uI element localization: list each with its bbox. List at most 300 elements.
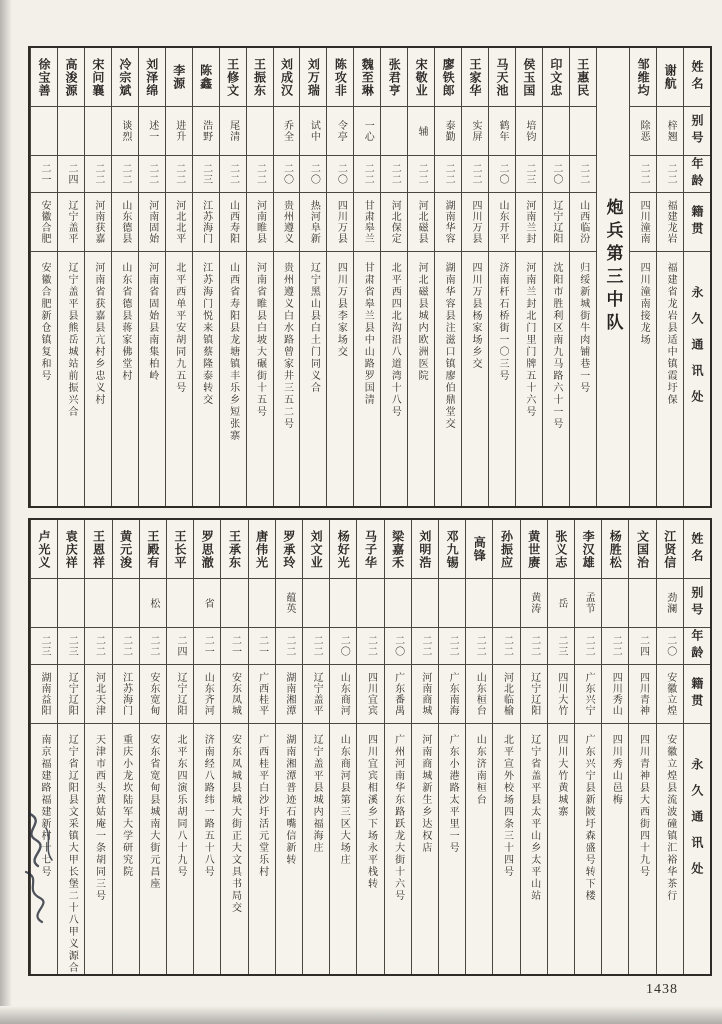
alias-cell	[31, 579, 57, 628]
person-column	[601, 520, 628, 974]
native-cell: 四川宜宾	[357, 665, 383, 724]
address-cell: 辽宁盖平县城内福海庄	[311, 734, 323, 854]
address-cell: 北平宣外校场四条三十四号	[501, 734, 513, 878]
age-cell: 二四	[58, 156, 84, 193]
alias-cell	[85, 579, 111, 628]
name-cell: 卢光义	[31, 520, 57, 579]
address-cell: 天津市西头黄姑庵一条胡同三号	[93, 734, 105, 902]
name-cell: 刘成汉	[274, 48, 300, 107]
address-cell: 湖南湘潭普迹石嘴信新转	[283, 734, 295, 866]
age-cell: 二〇	[489, 156, 515, 193]
native-cell: 安徽立煌	[657, 665, 683, 724]
age-cell: 二二	[140, 628, 166, 665]
alias-cell	[249, 579, 275, 628]
alias-cell	[439, 579, 465, 628]
person-column	[299, 48, 326, 506]
name-cell: 邹维均	[630, 48, 656, 107]
address-cell: 辽宁黑山县白土门同义合	[308, 262, 320, 394]
native-cell: 山西临汾	[570, 193, 596, 252]
address-cell: 广州河南华东路跃龙大街十六号	[392, 734, 404, 902]
header-label: 永久通讯处	[689, 758, 704, 888]
address-cell: 山西省寿阳县龙塘镇丰乐乡短张寨	[227, 262, 239, 442]
native-cell: 广东番禺	[385, 665, 411, 724]
alias-cell	[412, 579, 438, 628]
address-cell: 四川潼南接龙场	[638, 262, 650, 346]
person-column	[219, 48, 246, 506]
age-cell: 二二	[575, 628, 601, 665]
address-cell: 河南商城新生乡达权店	[419, 734, 431, 854]
address-cell: 安徽立煌县流波䃥镇汇裕华茶行	[664, 734, 676, 902]
name-cell: 王惠民	[570, 48, 596, 107]
native-cell: 辽宁辽阳	[543, 193, 569, 252]
age-cell: 二二	[381, 156, 407, 193]
name-cell: 唐伟光	[249, 520, 275, 579]
native-cell: 热河阜新	[300, 193, 326, 252]
address-cell: 河南省获嘉县亢村乡忠义村	[92, 262, 104, 406]
person-column	[273, 48, 300, 506]
name-cell: 马天池	[489, 48, 515, 107]
person-column	[302, 520, 329, 974]
name-cell: 王承东	[221, 520, 247, 579]
address-cell: 贵州遵义白水路曾家井三五二号	[281, 262, 293, 430]
native-cell: 江苏海门	[193, 193, 219, 252]
name-cell: 张义志	[548, 520, 574, 579]
person-column	[547, 520, 574, 974]
page-number: 1438	[646, 982, 678, 997]
address-cell: 河南省睢县白坡大碾街十五号	[254, 262, 266, 418]
person-column	[84, 48, 111, 506]
name-cell: 江贤信	[657, 520, 683, 579]
native-cell: 辽宁盖平	[303, 665, 329, 724]
age-cell: 二二	[570, 156, 596, 193]
name-cell: 黄世赓	[521, 520, 547, 579]
person-column	[193, 520, 220, 974]
name-cell: 杨好光	[330, 520, 356, 579]
native-cell: 四川大竹	[548, 665, 574, 724]
person-column	[30, 48, 57, 506]
address-cell: 南京福建路福建新村十七号	[39, 734, 51, 878]
alias-cell: 令亭	[327, 107, 353, 156]
alias-cell: 省	[194, 579, 220, 628]
age-cell: 二一	[221, 628, 247, 665]
alias-cell: 谈烈	[112, 107, 138, 156]
age-cell: 二四	[629, 628, 655, 665]
alias-cell: 尾清	[220, 107, 246, 156]
native-cell: 河南睢县	[247, 193, 273, 252]
name-cell: 魏至琳	[354, 48, 380, 107]
native-cell: 河南兰封	[516, 193, 542, 252]
age-cell: 二二	[466, 628, 492, 665]
native-cell: 辽宁辽阳	[167, 665, 193, 724]
unit-title: 炮兵第三中队	[603, 198, 623, 336]
person-column	[84, 520, 111, 974]
scan-edge-left	[0, 0, 12, 1024]
native-cell: 安徽合肥	[31, 193, 57, 252]
name-cell: 黄元浚	[113, 520, 139, 579]
alias-cell: 试中	[300, 107, 326, 156]
person-column	[628, 520, 655, 974]
alias-cell	[330, 579, 356, 628]
person-column	[166, 520, 193, 974]
person-column	[329, 520, 356, 974]
header-label: 年龄	[684, 628, 710, 665]
header-label: 籍贯	[684, 193, 710, 252]
person-column	[465, 520, 492, 974]
person-column	[380, 48, 407, 506]
address-cell: 湖南华容县注滋口镇廖伯鼎堂交	[443, 262, 455, 430]
address-cell: 福建省龙岩县适中镇霞圩保	[665, 262, 677, 406]
address-cell: 安徽合肥新仓镇复和号	[39, 262, 51, 382]
name-cell: 王修文	[220, 48, 246, 107]
native-cell: 山东德县	[112, 193, 138, 252]
address-cell: 安东凤城县城大街正大文具书局交	[229, 734, 241, 914]
name-cell: 廖铁郎	[435, 48, 461, 107]
alias-cell	[167, 579, 193, 628]
person-column	[438, 520, 465, 974]
age-cell: 二一	[31, 156, 57, 193]
person-column	[220, 520, 247, 974]
header-label: 年龄	[684, 156, 710, 193]
age-cell: 二〇	[543, 156, 569, 193]
person-column	[656, 520, 683, 974]
name-cell: 谢航	[657, 48, 683, 107]
person-column	[542, 48, 569, 506]
alias-cell	[629, 579, 655, 628]
age-cell: 二〇	[657, 628, 683, 665]
alias-cell	[381, 107, 407, 156]
alias-cell	[58, 579, 84, 628]
person-column	[407, 48, 434, 506]
alias-cell: 乔全	[274, 107, 300, 156]
address-cell: 辽宁省辽阳县文采镇大甲长堡二十八甲义源合	[66, 734, 78, 974]
age-cell: 二二	[521, 628, 547, 665]
alias-cell: 进升	[166, 107, 192, 156]
address-cell: 辽宁盖平县熊岳城站前振兴合	[65, 262, 77, 418]
age-cell: 二二	[630, 156, 656, 193]
name-cell: 李源	[166, 48, 192, 107]
unit-title-column	[596, 48, 629, 506]
age-cell: 二三	[516, 156, 542, 193]
address-cell: 山东济南桓台	[474, 734, 486, 806]
native-cell: 甘肃皋兰	[354, 193, 380, 252]
person-column	[248, 520, 275, 974]
alias-cell: 梓翘	[657, 107, 683, 156]
native-cell: 辽宁辽阳	[521, 665, 547, 724]
alias-cell	[85, 107, 111, 156]
age-cell: 二一	[249, 628, 275, 665]
native-cell: 河南商城	[412, 665, 438, 724]
native-cell: 湖南湘潭	[276, 665, 302, 724]
alias-cell: 鹤年	[489, 107, 515, 156]
person-column	[629, 48, 656, 506]
age-cell: 二二	[139, 156, 165, 193]
age-cell: 二二	[85, 628, 111, 665]
native-cell: 山东齐河	[194, 665, 220, 724]
address-cell: 北平东四演乐胡同八十九号	[175, 734, 187, 878]
header-label: 别号	[684, 579, 710, 628]
address-cell: 北平西单平安胡同九五号	[173, 262, 185, 394]
address-cell: 四川宜宾相溪乡下场永平栈转	[365, 734, 377, 890]
native-cell: 四川万县	[327, 193, 353, 252]
header-label: 姓名	[684, 48, 710, 107]
native-cell: 广东南海	[439, 665, 465, 724]
person-column	[569, 48, 596, 506]
age-cell: 二二	[354, 156, 380, 193]
name-cell: 刘文业	[303, 520, 329, 579]
age-cell: 二〇	[330, 628, 356, 665]
name-cell: 王恩祥	[85, 520, 111, 579]
age-cell: 二〇	[274, 156, 300, 193]
native-cell: 河北天津	[85, 665, 111, 724]
name-cell: 陈鑫	[193, 48, 219, 107]
alias-cell: 岳	[548, 579, 574, 628]
age-cell: 二二	[220, 156, 246, 193]
name-cell: 侯玉国	[516, 48, 542, 107]
alias-cell: 蕴英	[276, 579, 302, 628]
age-cell: 二〇	[327, 156, 353, 193]
name-cell: 张君亨	[381, 48, 407, 107]
address-cell: 四川秀山邑梅	[610, 734, 622, 806]
person-column	[275, 520, 302, 974]
native-cell: 河南固始	[139, 193, 165, 252]
person-column	[139, 520, 166, 974]
address-cell: 江苏海门悦来镇蔡隆泰转交	[200, 262, 212, 406]
native-cell: 四川秀山	[602, 665, 628, 724]
roster-table-top	[28, 46, 712, 508]
person-column	[492, 520, 519, 974]
name-cell: 王家华	[462, 48, 488, 107]
native-cell: 河南获嘉	[85, 193, 111, 252]
age-cell: 二一	[194, 628, 220, 665]
name-cell: 罗承玲	[276, 520, 302, 579]
address-cell: 北平西四北沟沿八道湾十八号	[389, 262, 401, 418]
alias-cell: 实屏	[462, 107, 488, 156]
address-cell: 四川万县杨家场乡交	[470, 262, 482, 370]
native-cell: 湖南益阳	[31, 665, 57, 724]
native-cell: 河北磁县	[408, 193, 434, 252]
native-cell: 江苏海门	[113, 665, 139, 724]
alias-cell	[113, 579, 139, 628]
name-cell: 陈攻非	[327, 48, 353, 107]
native-cell: 福建龙岩	[657, 193, 683, 252]
name-cell: 宋问襄	[85, 48, 111, 107]
alias-cell	[466, 579, 492, 628]
address-cell: 四川青神县大西街四十九号	[637, 734, 649, 878]
age-cell: 二二	[412, 628, 438, 665]
age-cell: 二二	[276, 628, 302, 665]
age-cell: 二三	[58, 628, 84, 665]
person-column	[461, 48, 488, 506]
person-column	[57, 520, 84, 974]
handwritten-annotation	[16, 808, 60, 928]
age-cell: 二三	[193, 156, 219, 193]
address-cell: 辽宁省盖平县太平山乡太平山站	[528, 734, 540, 902]
alias-cell: 一心	[354, 107, 380, 156]
person-column	[192, 48, 219, 506]
person-column	[57, 48, 84, 506]
name-cell: 高浚源	[58, 48, 84, 107]
native-cell: 山西寿阳	[220, 193, 246, 252]
address-cell: 广东兴宁县新陂圩森盛号转下楼	[583, 734, 595, 902]
name-cell: 罗思澈	[194, 520, 220, 579]
person-column	[515, 48, 542, 506]
age-cell: 二二	[303, 628, 329, 665]
alias-cell: 泰勤	[435, 107, 461, 156]
header-label: 姓名	[684, 520, 710, 579]
native-cell: 广东兴宁	[575, 665, 601, 724]
name-cell: 高锋	[466, 520, 492, 579]
person-column	[353, 48, 380, 506]
native-cell: 辽宁辽阳	[58, 665, 84, 724]
native-cell: 安东宽甸	[140, 665, 166, 724]
address-cell: 济南经八路纬一路五十八号	[202, 734, 214, 878]
native-cell: 广西桂平	[249, 665, 275, 724]
address-cell: 安东省宽甸县城南大街元昌座	[147, 734, 159, 890]
alias-cell: 辅	[408, 107, 434, 156]
age-cell: 二二	[657, 156, 683, 193]
alias-cell: 浩野	[193, 107, 219, 156]
name-cell: 冷宗斌	[112, 48, 138, 107]
age-cell: 二二	[602, 628, 628, 665]
name-cell: 李汉雄	[575, 520, 601, 579]
person-column	[434, 48, 461, 506]
person-column	[138, 48, 165, 506]
name-cell: 刘万瑞	[300, 48, 326, 107]
person-column	[384, 520, 411, 974]
address-cell: 河南省固始县南集柏岭	[146, 262, 158, 382]
name-cell: 宋敬业	[408, 48, 434, 107]
age-cell: 二三	[548, 628, 574, 665]
alias-cell: 除恶	[630, 107, 656, 156]
scan-edge-bottom	[0, 1006, 722, 1024]
address-cell: 山东省德县蒋家佛堂村	[119, 262, 131, 382]
name-cell: 马子华	[357, 520, 383, 579]
person-column	[165, 48, 192, 506]
person-column	[411, 520, 438, 974]
alias-cell	[58, 107, 84, 156]
native-cell: 河北保定	[381, 193, 407, 252]
alias-cell	[221, 579, 247, 628]
age-cell: 二〇	[385, 628, 411, 665]
age-cell: 二二	[462, 156, 488, 193]
name-cell: 印文忠	[543, 48, 569, 107]
name-cell: 王殿有	[140, 520, 166, 579]
age-cell: 二四	[167, 628, 193, 665]
name-cell: 孙振应	[493, 520, 519, 579]
name-cell: 文国治	[629, 520, 655, 579]
address-cell: 归绥新城街牛肉铺巷一号	[577, 262, 589, 394]
age-cell: 二二	[493, 628, 519, 665]
person-column	[356, 520, 383, 974]
alias-cell: 松	[140, 579, 166, 628]
alias-cell	[31, 107, 57, 156]
address-cell: 山东商河县第三区大场庄	[338, 734, 350, 866]
name-cell: 王振东	[247, 48, 273, 107]
age-cell: 二二	[439, 628, 465, 665]
alias-cell	[247, 107, 273, 156]
address-cell: 甘肃省皋兰县中山路罗国清	[362, 262, 374, 406]
address-cell: 四川大竹黄城寨	[555, 734, 567, 818]
address-cell: 四川万县李家场交	[335, 262, 347, 358]
alias-cell	[570, 107, 596, 156]
native-cell: 贵州遵义	[274, 193, 300, 252]
alias-cell	[357, 579, 383, 628]
native-cell: 河北北平	[166, 193, 192, 252]
person-column	[326, 48, 353, 506]
alias-cell: 述一	[139, 107, 165, 156]
alias-cell	[493, 579, 519, 628]
alias-cell	[602, 579, 628, 628]
name-cell: 杨胜松	[602, 520, 628, 579]
native-cell: 四川青神	[629, 665, 655, 724]
header-column	[683, 520, 710, 974]
age-cell: 二二	[112, 156, 138, 193]
age-cell: 二二	[247, 156, 273, 193]
alias-cell	[303, 579, 329, 628]
person-column	[488, 48, 515, 506]
person-column	[111, 48, 138, 506]
native-cell: 河北临榆	[493, 665, 519, 724]
address-cell: 广西桂平白沙圩活元堂乐村	[256, 734, 268, 878]
person-column	[246, 48, 273, 506]
person-column	[520, 520, 547, 974]
native-cell: 山东商河	[330, 665, 356, 724]
name-cell: 邓九锡	[439, 520, 465, 579]
person-column	[112, 520, 139, 974]
address-cell: 沈阳市胜利区南九马路六十一号	[550, 262, 562, 430]
alias-cell: 孟节	[575, 579, 601, 628]
age-cell: 二二	[357, 628, 383, 665]
age-cell: 二二	[85, 156, 111, 193]
native-cell: 辽宁盖平	[58, 193, 84, 252]
age-cell: 二三	[31, 628, 57, 665]
age-cell: 二二	[166, 156, 192, 193]
alias-cell	[385, 579, 411, 628]
age-cell: 二二	[408, 156, 434, 193]
alias-cell: 培钧	[516, 107, 542, 156]
header-column	[683, 48, 710, 506]
age-cell: 二二	[113, 628, 139, 665]
name-cell: 刘明浩	[412, 520, 438, 579]
address-cell: 重庆小龙坎陆军大学研究院	[120, 734, 132, 878]
name-cell: 刘泽绵	[139, 48, 165, 107]
age-cell: 二二	[435, 156, 461, 193]
alias-cell: 黄涛	[521, 579, 547, 628]
native-cell: 安东凤城	[221, 665, 247, 724]
name-cell: 徐宝善	[31, 48, 57, 107]
name-cell: 王长平	[167, 520, 193, 579]
person-column	[574, 520, 601, 974]
native-cell: 四川万县	[462, 193, 488, 252]
header-label: 籍贯	[684, 665, 710, 724]
native-cell: 四川潼南	[630, 193, 656, 252]
name-cell: 袁庆祥	[58, 520, 84, 579]
person-column	[656, 48, 683, 506]
native-cell: 山东桓台	[466, 665, 492, 724]
native-cell: 山东开平	[489, 193, 515, 252]
address-cell: 河南兰封北门里门牌五十六号	[523, 262, 535, 418]
native-cell: 湖南华容	[435, 193, 461, 252]
header-label: 永久通讯处	[690, 286, 705, 416]
age-cell: 二〇	[300, 156, 326, 193]
alias-cell: 劲澜	[657, 579, 683, 628]
address-cell: 广东小港路太平里一号	[447, 734, 459, 854]
name-cell: 梁嘉禾	[385, 520, 411, 579]
roster-table-bottom	[28, 518, 712, 976]
address-cell: 河北磁县城内欧洲医院	[416, 262, 428, 382]
alias-cell	[543, 107, 569, 156]
header-label: 别号	[684, 107, 710, 156]
